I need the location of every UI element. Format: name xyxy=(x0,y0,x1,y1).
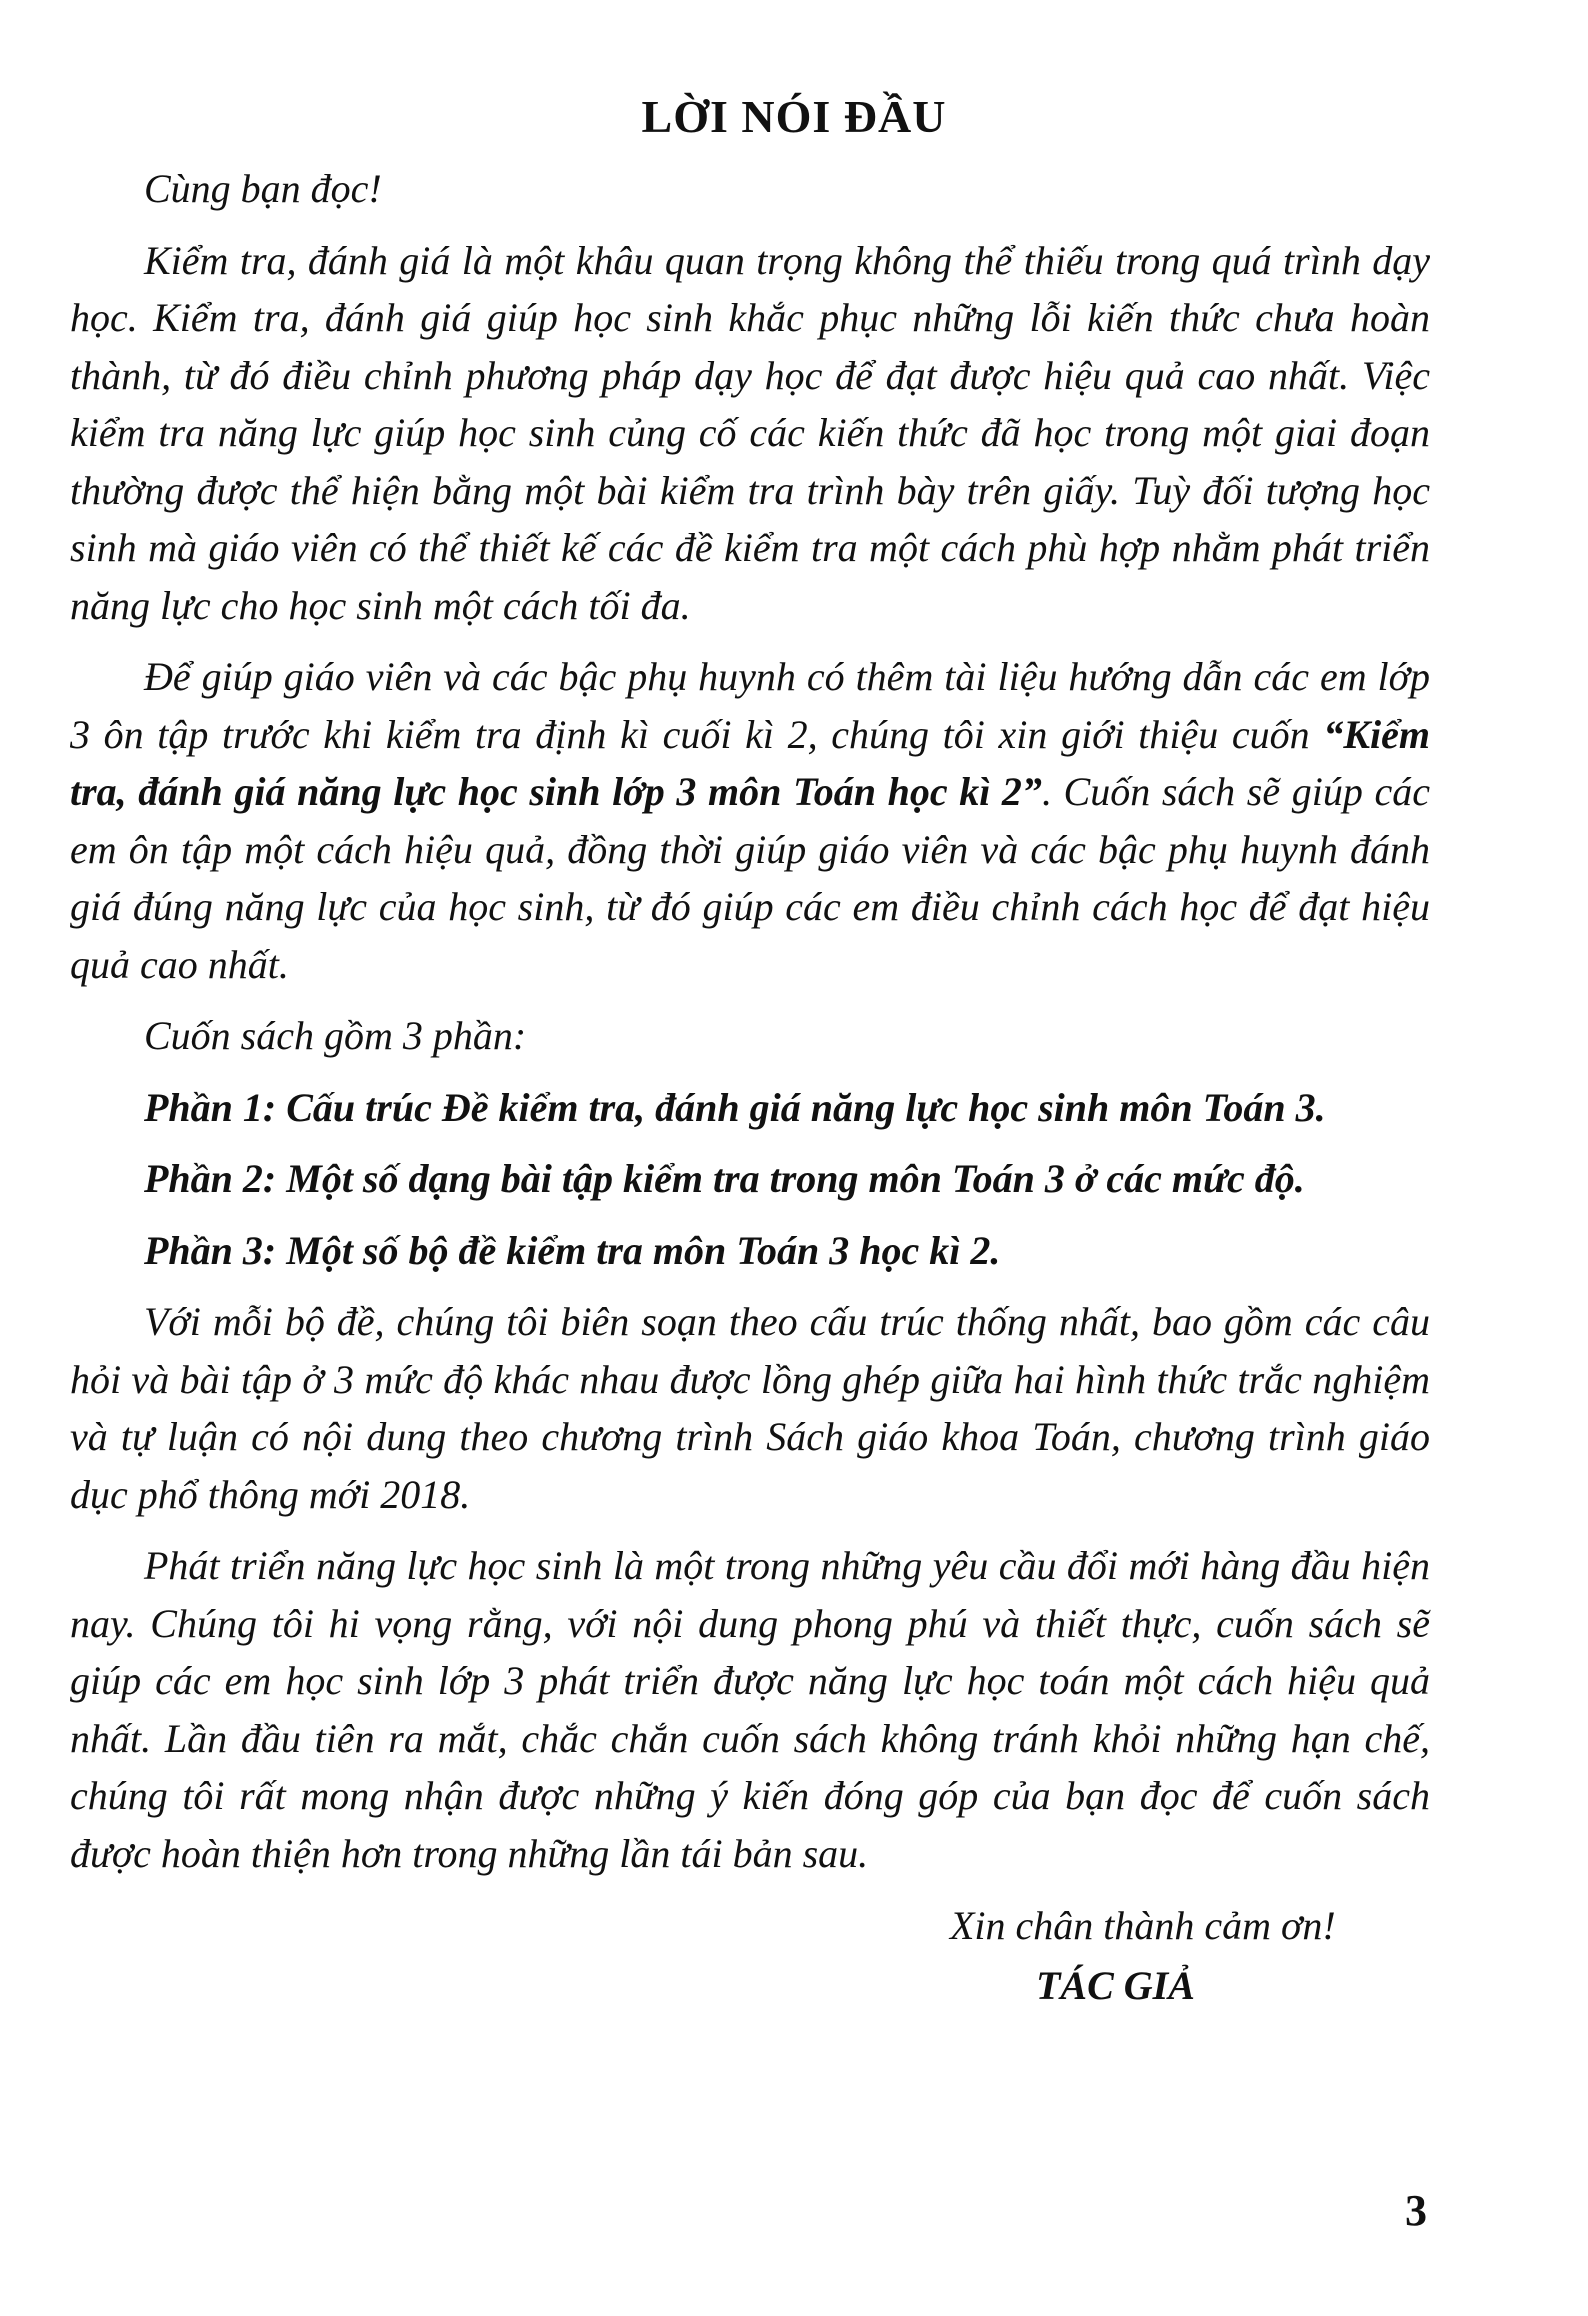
part-3: Phần 3: Một số bộ đề kiểm tra môn Toán 3 học kì 2. xyxy=(144,1227,1001,1273)
closing-thanks: Xin chân thành cảm ơn! xyxy=(950,1903,1336,1948)
paragraph-2-before: Để giúp giáo viên và các bậc phụ huynh có thêm tài liệu hướng dẫn các em lớp 3 ôn tập trước khi kiểm tra định kì cuối kì 2, chúng tôi xin giới thiệu cuốn xyxy=(70,654,1430,757)
author-signature: TÁC GIẢ xyxy=(1036,1963,1195,2008)
paragraph-4: Phát triển năng lực học sinh là một trong những yêu cầu đổi mới hàng đầu hiện nay. Chúng tôi hi vọng rằng, với nội dung phong phú và thiết thực, cuốn sách sẽ giúp các em học sinh lớp 3 phát triển được năng lực học toán một cách hiệu quả nhất. Lần đầu tiên ra mắt, chắc chắn cuốn sách không tránh khỏi những hạn chế, chúng tôi rất mong nhận được những ý kiến đóng góp của bạn đọc để cuốn sách được hoàn thiện hơn trong những lần tái bản sau. xyxy=(70,1543,1430,1876)
paragraph-3: Với mỗi bộ đề, chúng tôi biên soạn theo cấu trúc thống nhất, bao gồm các câu hỏi và bài tập ở 3 mức độ khác nhau được lồng ghép giữa hai hình thức trắc nghiệm và tự luận có nội dung theo chương trình Sách giáo khoa Toán, chương trình giáo dục phổ thông mới 2018. xyxy=(70,1299,1430,1517)
part-1: Phần 1: Cấu trúc Đề kiểm tra, đánh giá năng lực học sinh môn Toán 3. xyxy=(144,1084,1326,1130)
page-number: 3 xyxy=(1405,2186,1427,2235)
part-2: Phần 2: Một số dạng bài tập kiểm tra trong môn Toán 3 ở các mức độ. xyxy=(144,1156,1305,1201)
book-title: “Kiểm tra, đánh giá năng lực học sinh lớp 3 môn Toán học kì 2” xyxy=(70,711,1430,814)
paragraph-2-after: . Cuốn sách sẽ giúp các em ôn tập một cách hiệu quả, đồng thời giúp giáo viên và các bậc phụ huynh đánh giá đúng năng lực của học sinh, từ đó giúp các em điều chỉnh cách học để đạt hiệu quả cao nhất. xyxy=(70,769,1430,987)
body-text xyxy=(70,160,1430,1896)
paragraph-2 xyxy=(70,648,1430,993)
paragraph-1: Kiểm tra, đánh giá là một khâu quan trọng không thể thiếu trong quá trình dạy học. Kiểm tra, đánh giá giúp học sinh khắc phục những lỗi kiến thức chưa hoàn thành, từ đó điều chỉnh phương pháp dạy học để đạt được hiệu quả cao nhất. Việc kiểm tra năng lực giúp học sinh củng cố các kiến thức đã học trong một giai đoạn thường được thể hiện bằng một bài kiểm tra trình bày trên giấy. Tuỳ đối tượng học sinh mà giáo viên có thể thiết kế các đề kiểm tra một cách phù hợp nhằm phát triển năng lực cho học sinh một cách tối đa. xyxy=(70,237,1430,628)
greeting: Cùng bạn đọc! xyxy=(144,166,382,211)
parts-intro: Cuốn sách gồm 3 phần: xyxy=(144,1013,527,1058)
page-title: LỜI NÓI ĐẦU xyxy=(641,91,947,142)
